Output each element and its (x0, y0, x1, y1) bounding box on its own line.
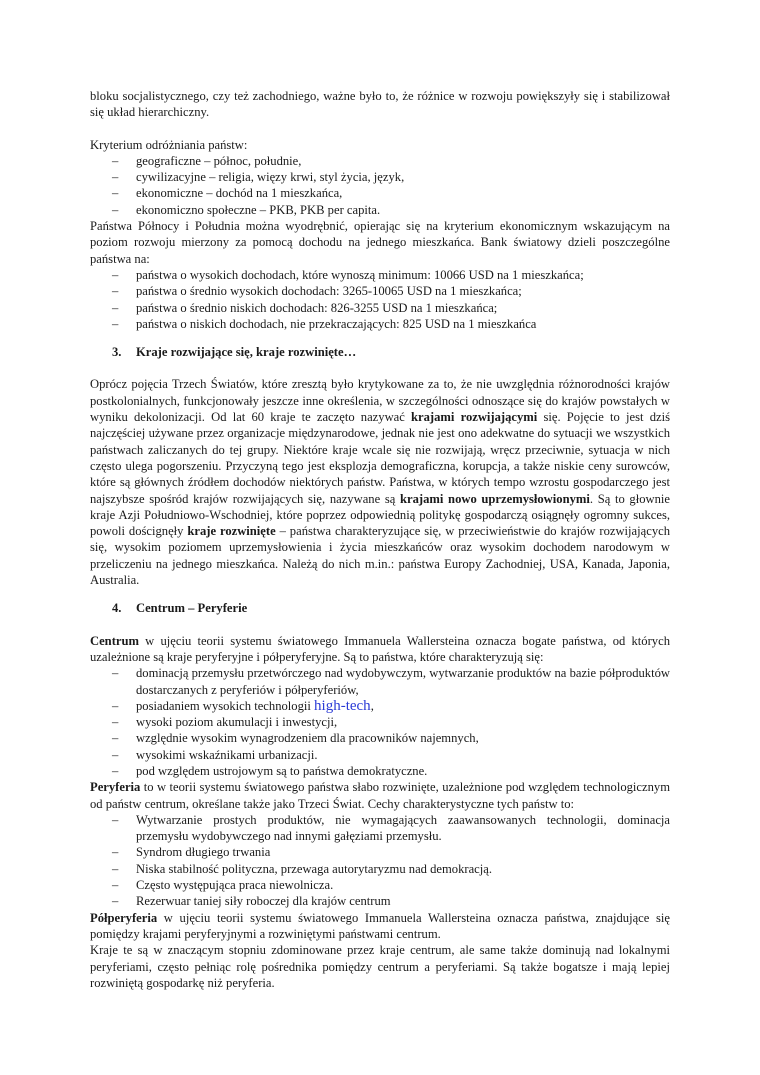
text-run: Oprócz pojęcia Trzech Światów, które zresztą było krytykowane za to, że nie uwzględnia różnorodności krajów postkolonialnych, funkcjonowały jeszcze inne określenia, w szczególności odnoszące się do krajów powstałych w wyniku dekolonizacji. Od lat 60 kraje te zaczęto nazywać (90, 377, 670, 425)
high-tech-link[interactable]: high-tech (314, 697, 371, 714)
list-item: – geograficzne – północ, południe, (90, 153, 670, 169)
text-run: w ujęciu teorii systemu światowego Immanuela Wallersteina oznacza bogate państwa, od których uzależnione są kraje peryferyjne i półperyferyjne. Są to państwa, które charakteryzują się: (90, 633, 670, 664)
list-item: – wysoki poziom akumulacji i inwestycji, (90, 714, 670, 730)
intro-paragraph: bloku socjalistycznego, czy też zachodniego, ważne było to, że różnice w rozwoju powiększyły się i stabilizował się układ hierarchiczny. (90, 89, 670, 120)
list-item: – wysokimi wskaźnikami urbanizacji. (90, 747, 670, 763)
text-run: , (370, 698, 374, 713)
text-run: się. Pojęcie to jest dziś najczęściej używane przez organizacje międzynarodowe, jednak nie jest ono adekwatne do sytuacji we wszystkich państwach zaliczanych do tej grupy. Niektóre kraje wcale się nie rozwijają, wręcz przeciwnie, sytuacja w nich często ulega pogorszeniu. Przyczyną tego jest eksplozja demograficzna, korupcja, a także niskie ceny surowców, które są głównych źródłem dochodów niektórych państw. Państwa, w których tempo wzrostu gospodarczego jest najszybsze spośród krajów rozwijających się, nazywane są (90, 410, 670, 506)
bold-term: kraje rozwinięte (187, 524, 276, 539)
list-item: – Często występująca praca niewolnicza. (90, 877, 670, 893)
bold-term: krajami rozwijającymi (411, 410, 538, 425)
list-item: – dominacją przemysłu przetwórczego nad wydobywczym, wytwarzanie produktów na bazie półproduktów dostarczanych z peryferiów i półperyferiów, (90, 665, 670, 698)
list-item: – ekonomiczne – dochód na 1 mieszkańca, (90, 185, 670, 201)
bold-term: Centrum (90, 633, 139, 648)
list-item: – Wytwarzanie prostych produktów, nie wymagających zaawansowanych technologii, dominacja przemysłu wydobywczego nad innymi gałęziami przemysłu. (90, 812, 670, 845)
text-run: posiadaniem wysokich technologii (136, 698, 315, 713)
list-item: – pod względem ustrojowym są to państwa demokratyczne. (90, 763, 670, 779)
section-title: Kraje rozwijające się, kraje rozwinięte… (136, 345, 357, 360)
section-3-paragraph (90, 376, 670, 588)
list-item: – państwa o średnio wysokich dochodach: 3265-10065 USD na 1 mieszkańca; (90, 283, 670, 299)
final-paragraph: Kraje te są w znaczącym stopniu zdominowane przez kraje centrum, ale same także dominują nad lokalnymi peryferiami, często pełniąc rolę pośrednika pomiędzy centrum a peryferiami. Są także bogatsze i mają lepiej rozwiniętą gospodarkę niż peryferia. (90, 943, 670, 990)
text-run: w ujęciu teorii systemu światowego Immanuela Wallersteina oznacza państwa, znajdujące się pomiędzy krajami peryferyjnymi a rozwiniętymi państwami centrum. (90, 910, 670, 941)
list-item: – cywilizacyjne – religia, więzy krwi, styl życia, język, (90, 169, 670, 185)
section-3-heading (90, 344, 670, 360)
polperyferia-paragraph (90, 910, 670, 943)
peryferia-list (90, 812, 670, 910)
list-item: – Rezerwuar taniej siły roboczej dla krajów centrum (90, 893, 670, 909)
bold-term: krajami nowo uprzemysłowionymi (400, 491, 590, 506)
text-run: – państwa charakteryzujące się, w przeciwieństwie do krajów rozwijających się, wysokim poziomem uprzemysłowienia i życia mieszkańców oraz wysokim dochodem narodowym w przeliczeniu na jednego mieszkańca. Należą do nich m.in.: państwa Europy Zachodniej, USA, Kanada, Japonia, Australia. (90, 524, 671, 588)
kryterium-title: Kryterium odróżniania państw: (90, 137, 248, 152)
list-item: – państwa o średnio niskich dochodach: 826-3255 USD na 1 mieszkańca; (90, 300, 670, 316)
list-item: – państwa o wysokich dochodach, które wynoszą minimum: 10066 USD na 1 mieszkańca; (90, 267, 670, 283)
text-run: . Są to głownie kraje Azji Południowo-Wschodniej, które poprzez odpowiednią politykę gospodarczą osiągnęły ogromny sukces, powoli doścignęły (90, 491, 671, 539)
bold-term: Półperyferia (90, 910, 158, 925)
section-title: Centrum – Peryferie (136, 601, 248, 616)
text-run: to w teorii systemu światowego państwa słabo rozwinięte, uzależnione pod względem technologicznym od państw centrum, określane także jako Trzeci Świat. Cechy charakterystyczne tych państw to: (90, 780, 670, 811)
list-item (90, 698, 670, 714)
list-item: – Syndrom długiego trwania (90, 844, 670, 860)
list-item: – państwa o niskich dochodach, nie przekraczających: 825 USD na 1 mieszkańca (90, 316, 670, 332)
section-4-heading (90, 600, 670, 616)
centrum-paragraph (90, 633, 670, 666)
section-number: 3. (112, 345, 122, 360)
list-item: – względnie wysokim wynagrodzeniem dla pracowników najemnych, (90, 730, 670, 746)
list-item: – ekonomiczno społeczne – PKB, PKB per capita. (90, 202, 670, 218)
kryterium-list (90, 153, 670, 218)
income-list (90, 267, 670, 332)
peryferia-paragraph (90, 779, 670, 812)
centrum-list (90, 665, 670, 779)
list-item: – Niska stabilność polityczna, przewaga autorytaryzmu nad demokracją. (90, 861, 670, 877)
bank-paragraph: Państwa Północy i Południa można wyodrębnić, opierając się na kryterium ekonomicznym wskazującym na poziom rozwoju mierzony za pomocą dochodu na jednego mieszkańca. Bank światowy dzieli poszczególne państwa na: (90, 219, 670, 266)
section-number: 4. (112, 601, 122, 616)
bold-term: Peryferia (90, 780, 141, 795)
